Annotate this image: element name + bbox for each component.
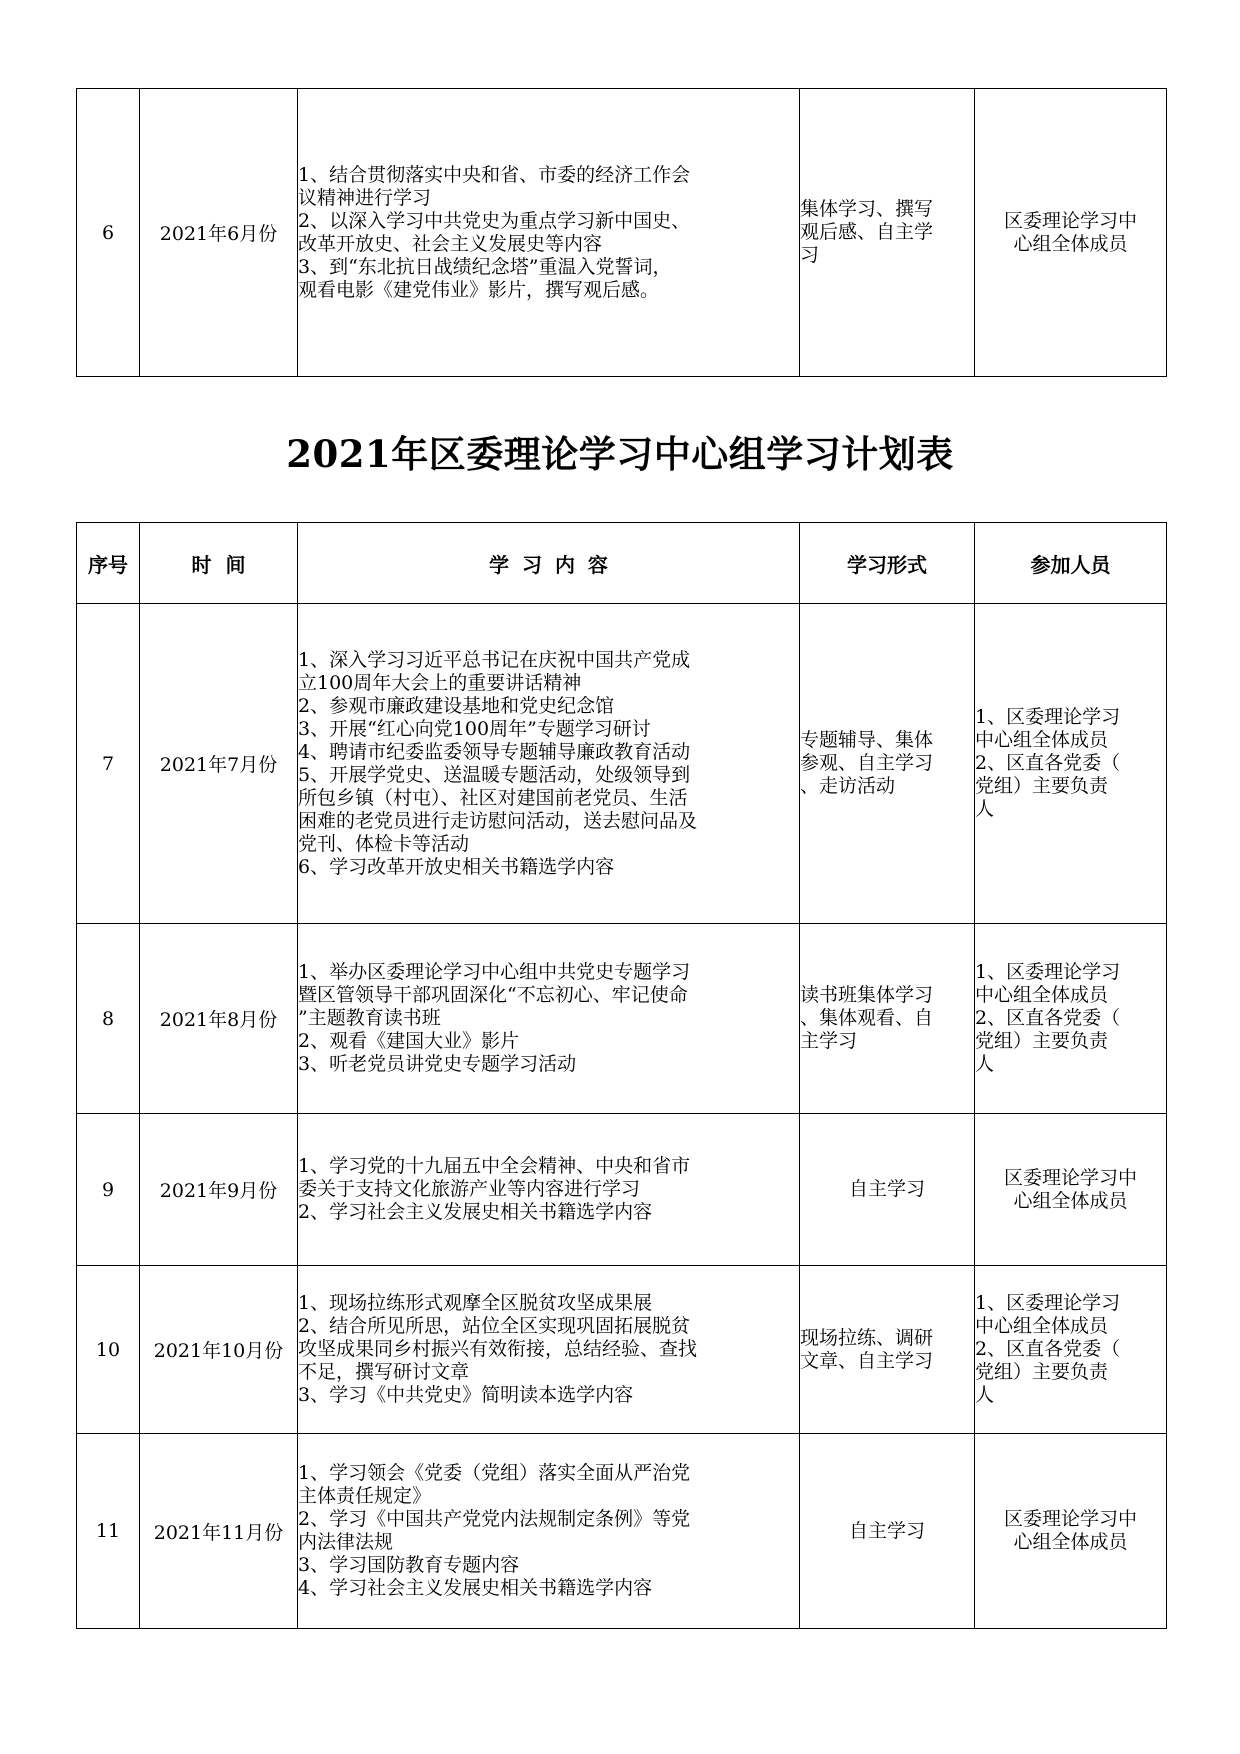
row-form — [800, 1434, 975, 1629]
row-form — [800, 924, 975, 1114]
text-line: 1、区委理论学习 — [975, 706, 1121, 728]
row-time: 2021年10月份 — [140, 1266, 298, 1434]
text-line: 内法律法规 — [298, 1531, 394, 1553]
text-line: 2、参观市廉政建设基地和党史纪念馆 — [298, 694, 615, 717]
plan-table — [76, 522, 1167, 1629]
text-line: 区委理论学习中 — [1003, 209, 1137, 232]
text-line: 党组）主要负责 — [975, 1030, 1109, 1052]
text-line: 3、听老党员讲党史专题学习活动 — [298, 1053, 577, 1075]
text-line: 1、举办区委理论学习中心组中共党史专题学习 — [298, 961, 691, 983]
row-time: 2021年11月份 — [140, 1434, 298, 1629]
text-line: 人 — [975, 1384, 995, 1406]
text-line: 党组）主要负责 — [975, 775, 1109, 797]
text-line: 2、学习《中国共产党党内法规制定条例》等党 — [298, 1508, 691, 1530]
text-line: 所包乡镇（村屯）、社区对建国前老党员、生活 — [298, 786, 688, 809]
row-content — [298, 1266, 800, 1434]
text-line: 区委理论学习中 — [1003, 1508, 1137, 1530]
text-line: 心组全体成员 — [1013, 1189, 1128, 1212]
page-title: 2021年区委理论学习中心组学习计划表 — [286, 432, 954, 476]
table-row — [77, 604, 1167, 924]
text-line: 读书班集体学习 — [800, 984, 934, 1006]
text-line: 自主学习 — [848, 1178, 925, 1200]
header-time: 时 间 — [140, 523, 298, 604]
row-number: 11 — [77, 1434, 140, 1629]
text-line: 攻坚成果同乡村振兴有效衔接，总结经验、查找 — [298, 1338, 698, 1360]
text-line: 心组全体成员 — [1013, 232, 1128, 255]
text-line: 主学习 — [800, 1030, 858, 1052]
header-form: 学习形式 — [800, 523, 975, 604]
text-line: 4、学习社会主义发展史相关书籍选学内容 — [298, 1577, 653, 1599]
text-line: 议精神进行学习 — [298, 186, 432, 209]
text-line: 集体学习、撰写 — [800, 198, 934, 220]
row-members — [975, 1114, 1167, 1266]
text-line: 主体责任规定》 — [298, 1485, 432, 1507]
row-content — [298, 924, 800, 1114]
row-time: 2021年9月份 — [140, 1114, 298, 1266]
text-line: 3、学习国防教育专题内容 — [298, 1554, 520, 1576]
text-line: 改革开放史、社会主义发展史等内容 — [298, 232, 603, 255]
table-row — [77, 89, 1167, 377]
row-number: 7 — [77, 604, 140, 924]
text-line: 委关于支持文化旅游产业等内容进行学习 — [298, 1178, 641, 1200]
text-line: 2、区直各党委（ — [975, 1007, 1121, 1029]
text-line: 习 — [800, 244, 820, 266]
text-line: 1、学习领会《党委（党组）落实全面从严治党 — [298, 1462, 691, 1484]
row-time: 2021年7月份 — [140, 604, 298, 924]
text-line: 2、区直各党委（ — [975, 1338, 1121, 1360]
text-line: 心组全体成员 — [1013, 1531, 1128, 1553]
row-form — [800, 1114, 975, 1266]
text-line: 1、结合贯彻落实中央和省、市委的经济工作会 — [298, 163, 691, 186]
row-members — [975, 604, 1167, 924]
table-row — [77, 1434, 1167, 1629]
text-line: 中心组全体成员 — [975, 1315, 1109, 1337]
text-line: 党刊、体检卡等活动 — [298, 832, 470, 855]
row-members — [975, 1434, 1167, 1629]
row-time: 2021年8月份 — [140, 924, 298, 1114]
table-row — [77, 1266, 1167, 1434]
row-number: 10 — [77, 1266, 140, 1434]
text-line: 2、以深入学习中共党史为重点学习新中国史、 — [298, 209, 691, 232]
row-content — [298, 1114, 800, 1266]
row-form — [800, 1266, 975, 1434]
text-line: 专题辅导、集体 — [800, 729, 934, 751]
text-line: 党组）主要负责 — [975, 1361, 1109, 1383]
text-line: 立100周年大会上的重要讲话精神 — [298, 671, 582, 694]
table-header-row — [77, 523, 1167, 604]
plan-table-continued — [76, 88, 1167, 377]
row-number: 9 — [77, 1114, 140, 1266]
text-line: 不足，撰写研讨文章 — [298, 1361, 470, 1383]
text-line: 、走访活动 — [800, 775, 896, 797]
text-line: 人 — [975, 798, 995, 820]
row-content — [298, 1434, 800, 1629]
row-form — [800, 89, 975, 377]
text-line: 1、区委理论学习 — [975, 961, 1121, 983]
text-line: 、集体观看、自 — [800, 1007, 934, 1029]
text-line: 人 — [975, 1053, 995, 1075]
row-time: 2021年6月份 — [140, 89, 298, 377]
text-line: 观看电影《建党伟业》影片，撰写观后感。 — [298, 278, 660, 301]
text-line: 2、学习社会主义发展史相关书籍选学内容 — [298, 1201, 653, 1223]
text-line: 自主学习 — [848, 1519, 925, 1542]
text-line: 2、观看《建国大业》影片 — [298, 1030, 520, 1052]
header-number: 序号 — [77, 523, 140, 604]
row-content — [298, 604, 800, 924]
text-line: 现场拉练、调研 — [800, 1326, 934, 1349]
text-line: 暨区管领导干部巩固深化“不忘初心、牢记使命 — [298, 984, 688, 1006]
text-line: 2、区直各党委（ — [975, 752, 1121, 774]
row-members — [975, 1266, 1167, 1434]
text-line: 3、到“东北抗日战绩纪念塔”重温入党誓词， — [298, 255, 672, 278]
text-line: 困难的老党员进行走访慰问活动，送去慰问品及 — [298, 809, 698, 832]
text-line: 3、开展“红心向党100周年”专题学习研讨 — [298, 717, 651, 740]
header-members: 参加人员 — [975, 523, 1167, 604]
text-line: 6、学习改革开放史相关书籍选学内容 — [298, 855, 615, 878]
table-row — [77, 924, 1167, 1114]
text-line: 1、学习党的十九届五中全会精神、中央和省市 — [298, 1155, 691, 1177]
row-members — [975, 89, 1167, 377]
table-row — [77, 1114, 1167, 1266]
row-members — [975, 924, 1167, 1114]
text-line: 1、现场拉练形式观摩全区脱贫攻坚成果展 — [298, 1292, 653, 1314]
row-form — [800, 604, 975, 924]
text-line: 2、结合所见所思，站位全区实现巩固拓展脱贫 — [298, 1315, 691, 1337]
text-line: 3、学习《中共党史》简明读本选学内容 — [298, 1384, 634, 1406]
text-line: 中心组全体成员 — [975, 729, 1109, 751]
text-line: 4、聘请市纪委监委领导专题辅导廉政教育活动 — [298, 740, 691, 763]
text-line: 参观、自主学习 — [800, 752, 934, 774]
text-line: 1、深入学习习近平总书记在庆祝中国共产党成 — [298, 648, 691, 671]
text-line: 1、区委理论学习 — [975, 1292, 1121, 1314]
row-number: 6 — [77, 89, 140, 377]
text-line: ”主题教育读书班 — [298, 1007, 441, 1029]
header-content: 学 习 内 容 — [298, 523, 800, 604]
text-line: 文章、自主学习 — [800, 1349, 934, 1372]
row-number: 8 — [77, 924, 140, 1114]
text-line: 观后感、自主学 — [800, 221, 934, 243]
text-line: 区委理论学习中 — [1003, 1166, 1137, 1189]
row-content — [298, 89, 800, 377]
text-line: 中心组全体成员 — [975, 984, 1109, 1006]
text-line: 5、开展学党史、送温暖专题活动，处级领导到 — [298, 763, 691, 786]
